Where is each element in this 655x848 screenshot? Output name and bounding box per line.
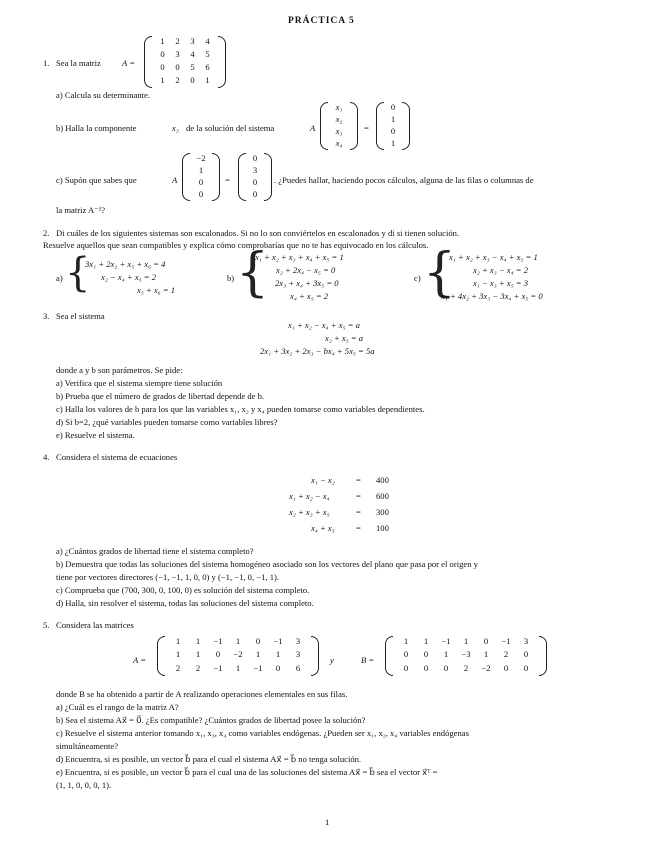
matrix-cell: 0 bbox=[160, 62, 165, 72]
matrix-cell: 6 bbox=[295, 662, 301, 673]
system-a-eq: 3x₁ + 2x₂ + x₅ + x₆ = 4 bbox=[85, 259, 166, 269]
problem-1c-equals: = bbox=[225, 175, 230, 185]
problem-3-item: d) Si b=2, ¿qué variables pueden tomarse como variables libres? bbox=[56, 417, 278, 427]
problem-4-eq: = bbox=[356, 491, 361, 501]
vector-x bbox=[320, 102, 358, 150]
problem-4-intro: Considera el sistema de ecuaciones bbox=[56, 452, 178, 462]
vector-cell: 0 bbox=[198, 188, 204, 199]
system-a-eq: x₅ + x₆ = 1 bbox=[137, 285, 176, 295]
problem-3-intro: Sea el sistema bbox=[56, 311, 105, 321]
problem-3-item: a) Verifica que el sistema siempre tiene solución bbox=[56, 378, 223, 388]
matrix-cell: −2 bbox=[481, 662, 491, 673]
matrix-cell: 1 bbox=[235, 636, 241, 647]
matrix-cell: −1 bbox=[501, 636, 511, 647]
system-b-brace: { bbox=[236, 243, 270, 303]
vector-cell: 0 bbox=[252, 176, 258, 187]
matrices-connector: y bbox=[330, 655, 334, 665]
problem-4-item: c) Comprueba que (700, 300, 0, 100, 0) es solución del sistema completo. bbox=[56, 585, 310, 595]
problem-5-intro: Considera las matrices bbox=[56, 620, 134, 630]
vector-cell: x₄ bbox=[335, 137, 343, 148]
problem-5-label: 5. bbox=[43, 620, 50, 630]
problem-5-item: e) Encuentra, si es posible, un vector b⃗ para el cual una de las soluciones del sistema Ax⃗ = b⃗ sea el vector x⃗ᵀ = bbox=[56, 767, 438, 777]
problem-1-label: 1. bbox=[43, 58, 50, 68]
matrix-cell: 3 bbox=[295, 649, 301, 660]
vector-rhs-c bbox=[238, 153, 272, 201]
matrix-a5-name: A = bbox=[133, 655, 147, 665]
matrix-cell: 4 bbox=[205, 36, 210, 46]
problem-4-item: b) Demuestra que todas las soluciones del sistema homogéneo asociado son los vectores del plano que pasa por el origen y bbox=[56, 559, 478, 569]
problem-3-eq: 2x₁ + 3x₂ + 2x₃ − bx₄ + 5x₅ = 5a bbox=[260, 346, 375, 356]
matrix-cell: 0 bbox=[523, 649, 529, 660]
vector-cell: −2 bbox=[196, 152, 206, 163]
matrix-cell: 2 bbox=[175, 662, 181, 673]
vector-cell: 3 bbox=[252, 164, 258, 175]
matrix-cell: −3 bbox=[461, 649, 471, 660]
vector-cell: 1 bbox=[390, 137, 396, 148]
vector-cell: 1 bbox=[198, 164, 204, 175]
matrix-cell: 0 bbox=[503, 662, 509, 673]
matrix-cell: 6 bbox=[205, 62, 210, 72]
problem-5-item: d) Encuentra, si es posible, un vector b⃗ para el cual el sistema Ax⃗ = b⃗ no tenga solución. bbox=[56, 754, 362, 764]
system-b-label: b) bbox=[227, 273, 235, 283]
matrix-cell: 0 bbox=[423, 662, 429, 673]
page-title: PRÁCTICA 5 bbox=[288, 16, 355, 26]
matrix-cell: −1 bbox=[441, 636, 451, 647]
problem-4-item: a) ¿Cuántos grados de libertad tiene el sistema completo? bbox=[56, 546, 254, 556]
problem-1c-line2: la matriz A⁻¹? bbox=[56, 205, 106, 215]
matrix-cell: 1 bbox=[403, 636, 409, 647]
matrix-cell: 1 bbox=[160, 36, 165, 46]
matrix-b5-name: B = bbox=[361, 655, 375, 665]
matrix-cell: 3 bbox=[175, 49, 180, 59]
system-b-eq: x₂ + 2x₄ − x₅ = 0 bbox=[276, 265, 336, 275]
matrix-cell: 3 bbox=[523, 636, 529, 647]
page-number: 1 bbox=[325, 817, 330, 827]
system-c-label: c) bbox=[414, 273, 421, 283]
vector-cell: x₁ bbox=[335, 101, 343, 112]
problem-3-item: b) Prueba que el número de grados de libertad depende de b. bbox=[56, 391, 265, 401]
problem-3-label: 3. bbox=[43, 311, 50, 321]
matrix-b5 bbox=[385, 636, 547, 676]
problem-4-rhs: 100 bbox=[376, 523, 389, 533]
matrix-cell: 0 bbox=[523, 662, 529, 673]
problem-4-item: d) Halla, sin resolver el sistema, todas las soluciones del sistema completo. bbox=[56, 598, 314, 608]
matrix-a5 bbox=[157, 636, 319, 676]
matrix-cell: 1 bbox=[205, 75, 210, 85]
system-c-eq: x₁ + x₂ + x₃ − x₄ + x₅ = 1 bbox=[449, 252, 538, 262]
matrix-a-name: A = bbox=[122, 58, 136, 68]
problem-4-lhs: x₁ + x₂ − x₄ bbox=[289, 491, 330, 501]
problem-3-eq: x₁ + x₂ − x₄ + x₅ = a bbox=[288, 320, 360, 330]
matrix-cell: 0 bbox=[483, 636, 489, 647]
matrix-cell: 3 bbox=[190, 36, 195, 46]
problem-3-item: e) Resuelve el sistema. bbox=[56, 430, 135, 440]
vector-cell: x₃ bbox=[335, 125, 343, 136]
problem-5-after: donde B se ha obtenido a partir de A realizando operaciones elementales en sus filas. bbox=[56, 689, 348, 699]
problem-4-eq: = bbox=[356, 507, 361, 517]
problem-2-text1: Di cuáles de los siguientes sistemas son escalonados. Si no lo son conviértelos en escalonados y di si tienen solución. bbox=[56, 228, 460, 238]
matrix-cell: 0 bbox=[190, 75, 195, 85]
problem-5-item: b) Sea el sistema Ax⃗ = 0⃗. ¿Es compatible? ¿Cuántos grados de libertad posee la solución? bbox=[56, 715, 366, 725]
matrix-cell: 1 bbox=[443, 649, 449, 660]
matrix-cell: 2 bbox=[463, 662, 469, 673]
matrix-cell: 2 bbox=[195, 662, 201, 673]
system-b-eq: x₁ + x₂ + x₃ + x₄ + x₅ = 1 bbox=[255, 252, 344, 262]
problem-1c-post: . ¿Puedes hallar, haciendo pocos cálculos, alguna de las filas o columnas de bbox=[274, 175, 534, 185]
problem-3-after: donde a y b son parámetros. Se pide: bbox=[56, 365, 183, 375]
problem-3-eq: x₂ + x₅ = a bbox=[325, 333, 364, 343]
vector-cell: 0 bbox=[198, 176, 204, 187]
system-a-brace: { bbox=[65, 250, 91, 296]
matrix-cell: 0 bbox=[255, 636, 261, 647]
matrix-cell: 1 bbox=[275, 649, 281, 660]
matrix-cell: 2 bbox=[503, 649, 509, 660]
matrix-cell: −1 bbox=[213, 636, 223, 647]
problem-1a: a) Calcula su determinante. bbox=[56, 90, 151, 100]
matrix-cell: 2 bbox=[175, 36, 180, 46]
matrix-cell: −1 bbox=[273, 636, 283, 647]
matrix-cell: 5 bbox=[205, 49, 210, 59]
problem-1-intro: Sea la matriz bbox=[56, 58, 101, 68]
matrix-cell: 0 bbox=[215, 649, 221, 660]
system-b-eq: x₄ + x₅ = 2 bbox=[290, 291, 329, 301]
vector-cell: 1 bbox=[390, 113, 396, 124]
matrix-cell: 3 bbox=[295, 636, 301, 647]
matrix-cell: 5 bbox=[190, 62, 195, 72]
matrix-cell: 1 bbox=[235, 662, 241, 673]
matrix-cell: 1 bbox=[483, 649, 489, 660]
matrix-cell: 1 bbox=[160, 75, 165, 85]
matrix-cell: 1 bbox=[195, 649, 201, 660]
problem-5-item: c) Resuelve el sistema anterior tomando x₁, x₃, x₄ como variables endógenas. ¿Pueden ser x₁, x₂, x₄ variables endógenas bbox=[56, 728, 469, 738]
matrix-cell: 1 bbox=[255, 649, 261, 660]
problem-1b-post: de la solución del sistema bbox=[186, 123, 275, 133]
problem-5-item: (1, 1, 0, 0, 0, 1). bbox=[56, 780, 112, 790]
system-c-eq: x₁ + 4x₂ + 3x₃ − 3x₄ + x₅ = 0 bbox=[441, 291, 543, 301]
matrix-cell: 0 bbox=[443, 662, 449, 673]
matrix-cell: 1 bbox=[423, 636, 429, 647]
problem-4-lhs: x₄ + x₅ bbox=[311, 523, 335, 533]
vector-cell: 0 bbox=[390, 125, 396, 136]
matrix-cell: 0 bbox=[403, 649, 409, 660]
system-a-label: a) bbox=[56, 273, 63, 283]
problem-4-lhs: x₁ − x₂ bbox=[311, 475, 335, 485]
problem-5-item: simultáneamente? bbox=[56, 741, 119, 751]
matrix-cell: 0 bbox=[423, 649, 429, 660]
problem-1b-equals: = bbox=[364, 123, 369, 133]
problem-1b-matrix-name: A bbox=[310, 123, 316, 133]
problem-1c-matrix-name: A bbox=[172, 175, 178, 185]
system-b-eq: 2x₃ + x₄ + 3x₅ = 0 bbox=[275, 278, 339, 288]
problem-1c-pre: c) Supón que sabes que bbox=[56, 175, 137, 185]
problem-2-label: 2. bbox=[43, 228, 50, 238]
system-c-brace: { bbox=[423, 243, 457, 303]
matrix-cell: −1 bbox=[253, 662, 263, 673]
problem-3-item: c) Halla los valores de b para los que las variables x₁, x₂ y x₄ pueden tomarse como variables dependientes. bbox=[56, 404, 425, 414]
system-c-eq: x₂ + x₃ − x₄ = 2 bbox=[473, 265, 528, 275]
matrix-cell: 2 bbox=[175, 75, 180, 85]
problem-4-item: tiene por vectores directores (−1, −1, 1, 0, 0) y (−1, −1, 0, −1, 1). bbox=[56, 572, 280, 582]
matrix-a bbox=[144, 36, 226, 88]
vector-c bbox=[182, 153, 220, 201]
matrix-cell: −1 bbox=[213, 662, 223, 673]
problem-4-label: 4. bbox=[43, 452, 50, 462]
matrix-cell: 1 bbox=[175, 649, 181, 660]
vector-cell: 0 bbox=[390, 101, 396, 112]
vector-rhs-b bbox=[376, 102, 410, 150]
matrix-cell: 0 bbox=[175, 62, 180, 72]
problem-2-text2: Resuelve aquellos que sean compatibles y explica cómo comprobarías que no te has equivocado en los cálculos. bbox=[43, 240, 429, 250]
problem-4-rhs: 400 bbox=[376, 475, 389, 485]
matrix-cell: 0 bbox=[403, 662, 409, 673]
system-a-eq: x₂ − x₄ + x₅ = 2 bbox=[101, 272, 156, 282]
matrix-cell: −2 bbox=[233, 649, 243, 660]
system-c-eq: x₁ − x₃ + x₅ = 3 bbox=[473, 278, 528, 288]
matrix-cell: 0 bbox=[160, 49, 165, 59]
matrix-cell: 1 bbox=[463, 636, 469, 647]
problem-4-eq: = bbox=[356, 475, 361, 485]
vector-cell: 0 bbox=[252, 188, 258, 199]
problem-4-rhs: 600 bbox=[376, 491, 389, 501]
problem-1b-var: x₃ bbox=[172, 123, 179, 133]
matrix-cell: 1 bbox=[195, 636, 201, 647]
matrix-cell: 4 bbox=[190, 49, 195, 59]
problem-5-item: a) ¿Cuál es el rango de la matriz A? bbox=[56, 702, 179, 712]
problem-4-lhs: x₂ + x₃ + x₅ bbox=[289, 507, 330, 517]
vector-cell: 0 bbox=[252, 152, 258, 163]
matrix-cell: 0 bbox=[275, 662, 281, 673]
matrix-cell: 1 bbox=[175, 636, 181, 647]
problem-4-rhs: 300 bbox=[376, 507, 389, 517]
problem-1b-pre: b) Halla la componente bbox=[56, 123, 137, 133]
problem-4-eq: = bbox=[356, 523, 361, 533]
vector-cell: x₂ bbox=[335, 113, 343, 124]
